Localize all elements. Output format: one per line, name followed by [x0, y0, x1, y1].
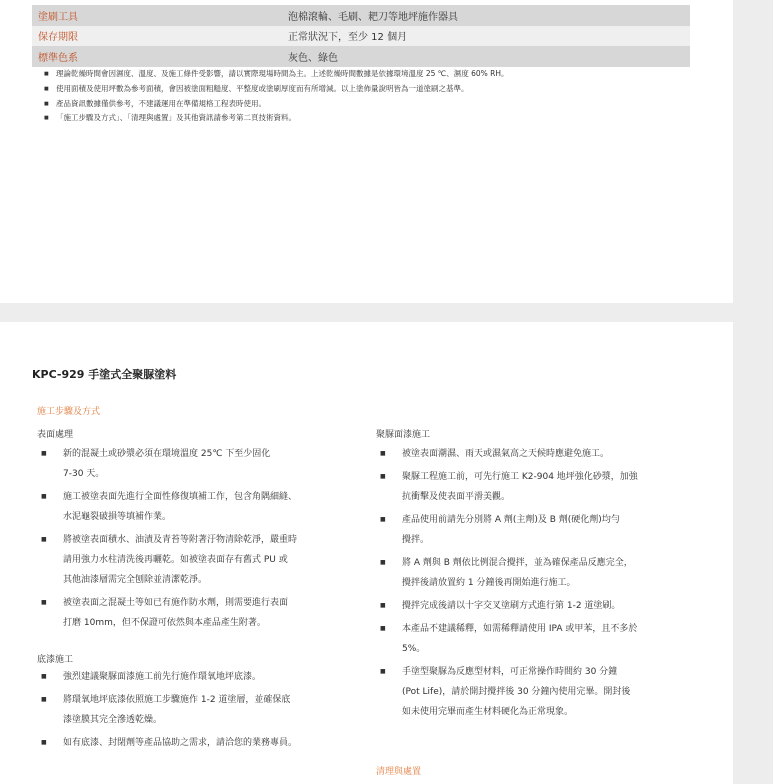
primer-heading: 底漆施工 [37, 655, 74, 665]
note-item: ■ 產品資訊數據僅供參考，不建議運用在準備規格工程表時使用。 [44, 99, 704, 109]
list-item-line: 水泥龜裂破損等填補作業。 [63, 512, 172, 522]
list-item-line: 手塗型聚脲為反應型材料，可正常操作時間約 30 分鐘 [402, 667, 618, 677]
note-item: ■ 理論乾燥時間會因濕度、溫度、及施工條件受影響，請以實際現場時間為主。上述乾燥時間數據是依據環境溫度 25 ℃、濕度 60% RH。 [44, 69, 704, 79]
steps-section-title: 施工步驟及方式 [37, 407, 101, 417]
list-item-line: 將被塗表面積水、油漬及青苔等附著汙物清除乾淨，嚴重時 [63, 535, 298, 545]
list-item-line: 攪拌完成後請以十字交叉塗刷方式進行第 1-2 道塗刷。 [402, 601, 621, 611]
spec-key: 保存期限 [32, 26, 282, 47]
list-item-line: 產品使用前請先分別將 A 劑(主劑)及 B 劑(硬化劑)均勻 [402, 515, 620, 525]
list-item-line: 5%。 [402, 644, 426, 654]
topcoat-item [376, 510, 716, 550]
spec-key: 標準色系 [32, 46, 282, 67]
note-item: ■ 「施工步驟及方式」、「清理與處置」及其他資訊請參考第二頁技術資料。 [44, 113, 704, 123]
list-item-line: 7-30 天。 [63, 469, 105, 479]
surface-treatment-heading: 表面處理 [37, 430, 74, 440]
right-margin [733, 0, 773, 784]
surface-treatment-list [37, 444, 377, 636]
product-title: KPC-929 手塗式全聚脲塗料 [32, 368, 177, 381]
list-item-line: 將 A 劑與 B 劑依比例混合攪拌，並為確保產品反應完全， [402, 558, 633, 568]
cleanup-section-title: 清理與處置 [376, 767, 422, 777]
primer-item [37, 733, 377, 753]
list-item-line: 如未使用完畢而產生材料硬化為正常現象。 [402, 707, 574, 717]
topcoat-item [376, 619, 716, 659]
list-item-line: 打磨 10mm，但不保證可依然與本產品產生附著。 [63, 618, 266, 628]
list-item-line: (Pot Life)，請於開封攪拌後 30 分鐘內使用完畢。開封後 [402, 687, 631, 697]
spec-value: 正常狀況下，至少 12 個月 [282, 26, 690, 47]
list-item-line: 攪拌後請放置約 1 分鐘後再開始進行施工。 [402, 578, 576, 588]
list-item-line: 其他油漆層需完全刨除並清潔乾淨。 [63, 575, 208, 585]
spec-row [32, 46, 690, 67]
primer-item [37, 667, 377, 687]
topcoat-item [376, 596, 716, 616]
topcoat-item [376, 467, 716, 507]
topcoat-list [376, 444, 716, 725]
list-item-line: 請用強力水柱清洗後再曬乾。如被塗表面存有舊式 PU 或 [63, 555, 288, 565]
list-item-line: 漆塗膜其完全滲透乾燥。 [63, 715, 163, 725]
topcoat-heading: 聚脲面漆施工 [376, 430, 431, 440]
surface-item [37, 530, 377, 590]
product-panel [0, 322, 733, 784]
list-item-line: 攪拌。 [402, 535, 430, 545]
primer-list [37, 667, 377, 756]
list-item-line: 被塗表面潮濕、雨天或濕氣高之天候時應避免施工。 [402, 449, 610, 459]
list-item-line: 抗衝擊及使表面平滑美觀。 [402, 492, 511, 502]
spec-row [32, 26, 690, 47]
spec-key: 塗刷工具 [32, 5, 282, 26]
surface-item [37, 593, 377, 633]
topcoat-item [376, 444, 716, 464]
list-item-line: 被塗表面之混凝土等如已有施作防水劑，則需要進行表面 [63, 598, 289, 608]
spec-panel [0, 0, 733, 303]
spec-row [32, 5, 690, 26]
topcoat-item [376, 553, 716, 593]
list-item-line: 施工被塗表面先進行全面性修復填補工作，包含角隅細縫、 [63, 492, 298, 502]
spec-value: 灰色、綠色 [282, 46, 690, 67]
list-item-line: 強烈建議聚脲面漆施工前先行施作環氧地坪底漆。 [63, 672, 262, 682]
list-item-line: 將環氧地坪底漆依照施工步驟施作 1-2 道塗層，並確保底 [63, 695, 291, 705]
topcoat-item [376, 662, 716, 722]
list-item-line: 新的混凝土或砂漿必須在環境溫度 25℃ 下至少固化 [63, 449, 271, 459]
spec-table [32, 5, 690, 67]
spec-value: 泡棉滾輪、毛刷、耙刀等地坪施作器具 [282, 5, 690, 26]
surface-item [37, 444, 377, 484]
list-item-line: 如有底漆、封閉劑等產品協助之需求，請洽您的業務專員。 [63, 738, 298, 748]
surface-item [37, 487, 377, 527]
primer-item [37, 690, 377, 730]
list-item-line: 本產品不建議稀釋，如需稀釋請使用 IPA 或甲苯，且不多於 [402, 624, 638, 634]
list-item-line: 聚脲工程施工前，可先行施工 K2-904 地坪強化砂漿，加強 [402, 472, 638, 482]
note-item: ■ 使用面積及使用坪數為參考面積，會因被塗面粗糙度、平整度或塗刷厚度而有所增減。以上塗佈量說明皆為一道塗刷之基準。 [44, 84, 704, 94]
notes-list [44, 69, 704, 128]
